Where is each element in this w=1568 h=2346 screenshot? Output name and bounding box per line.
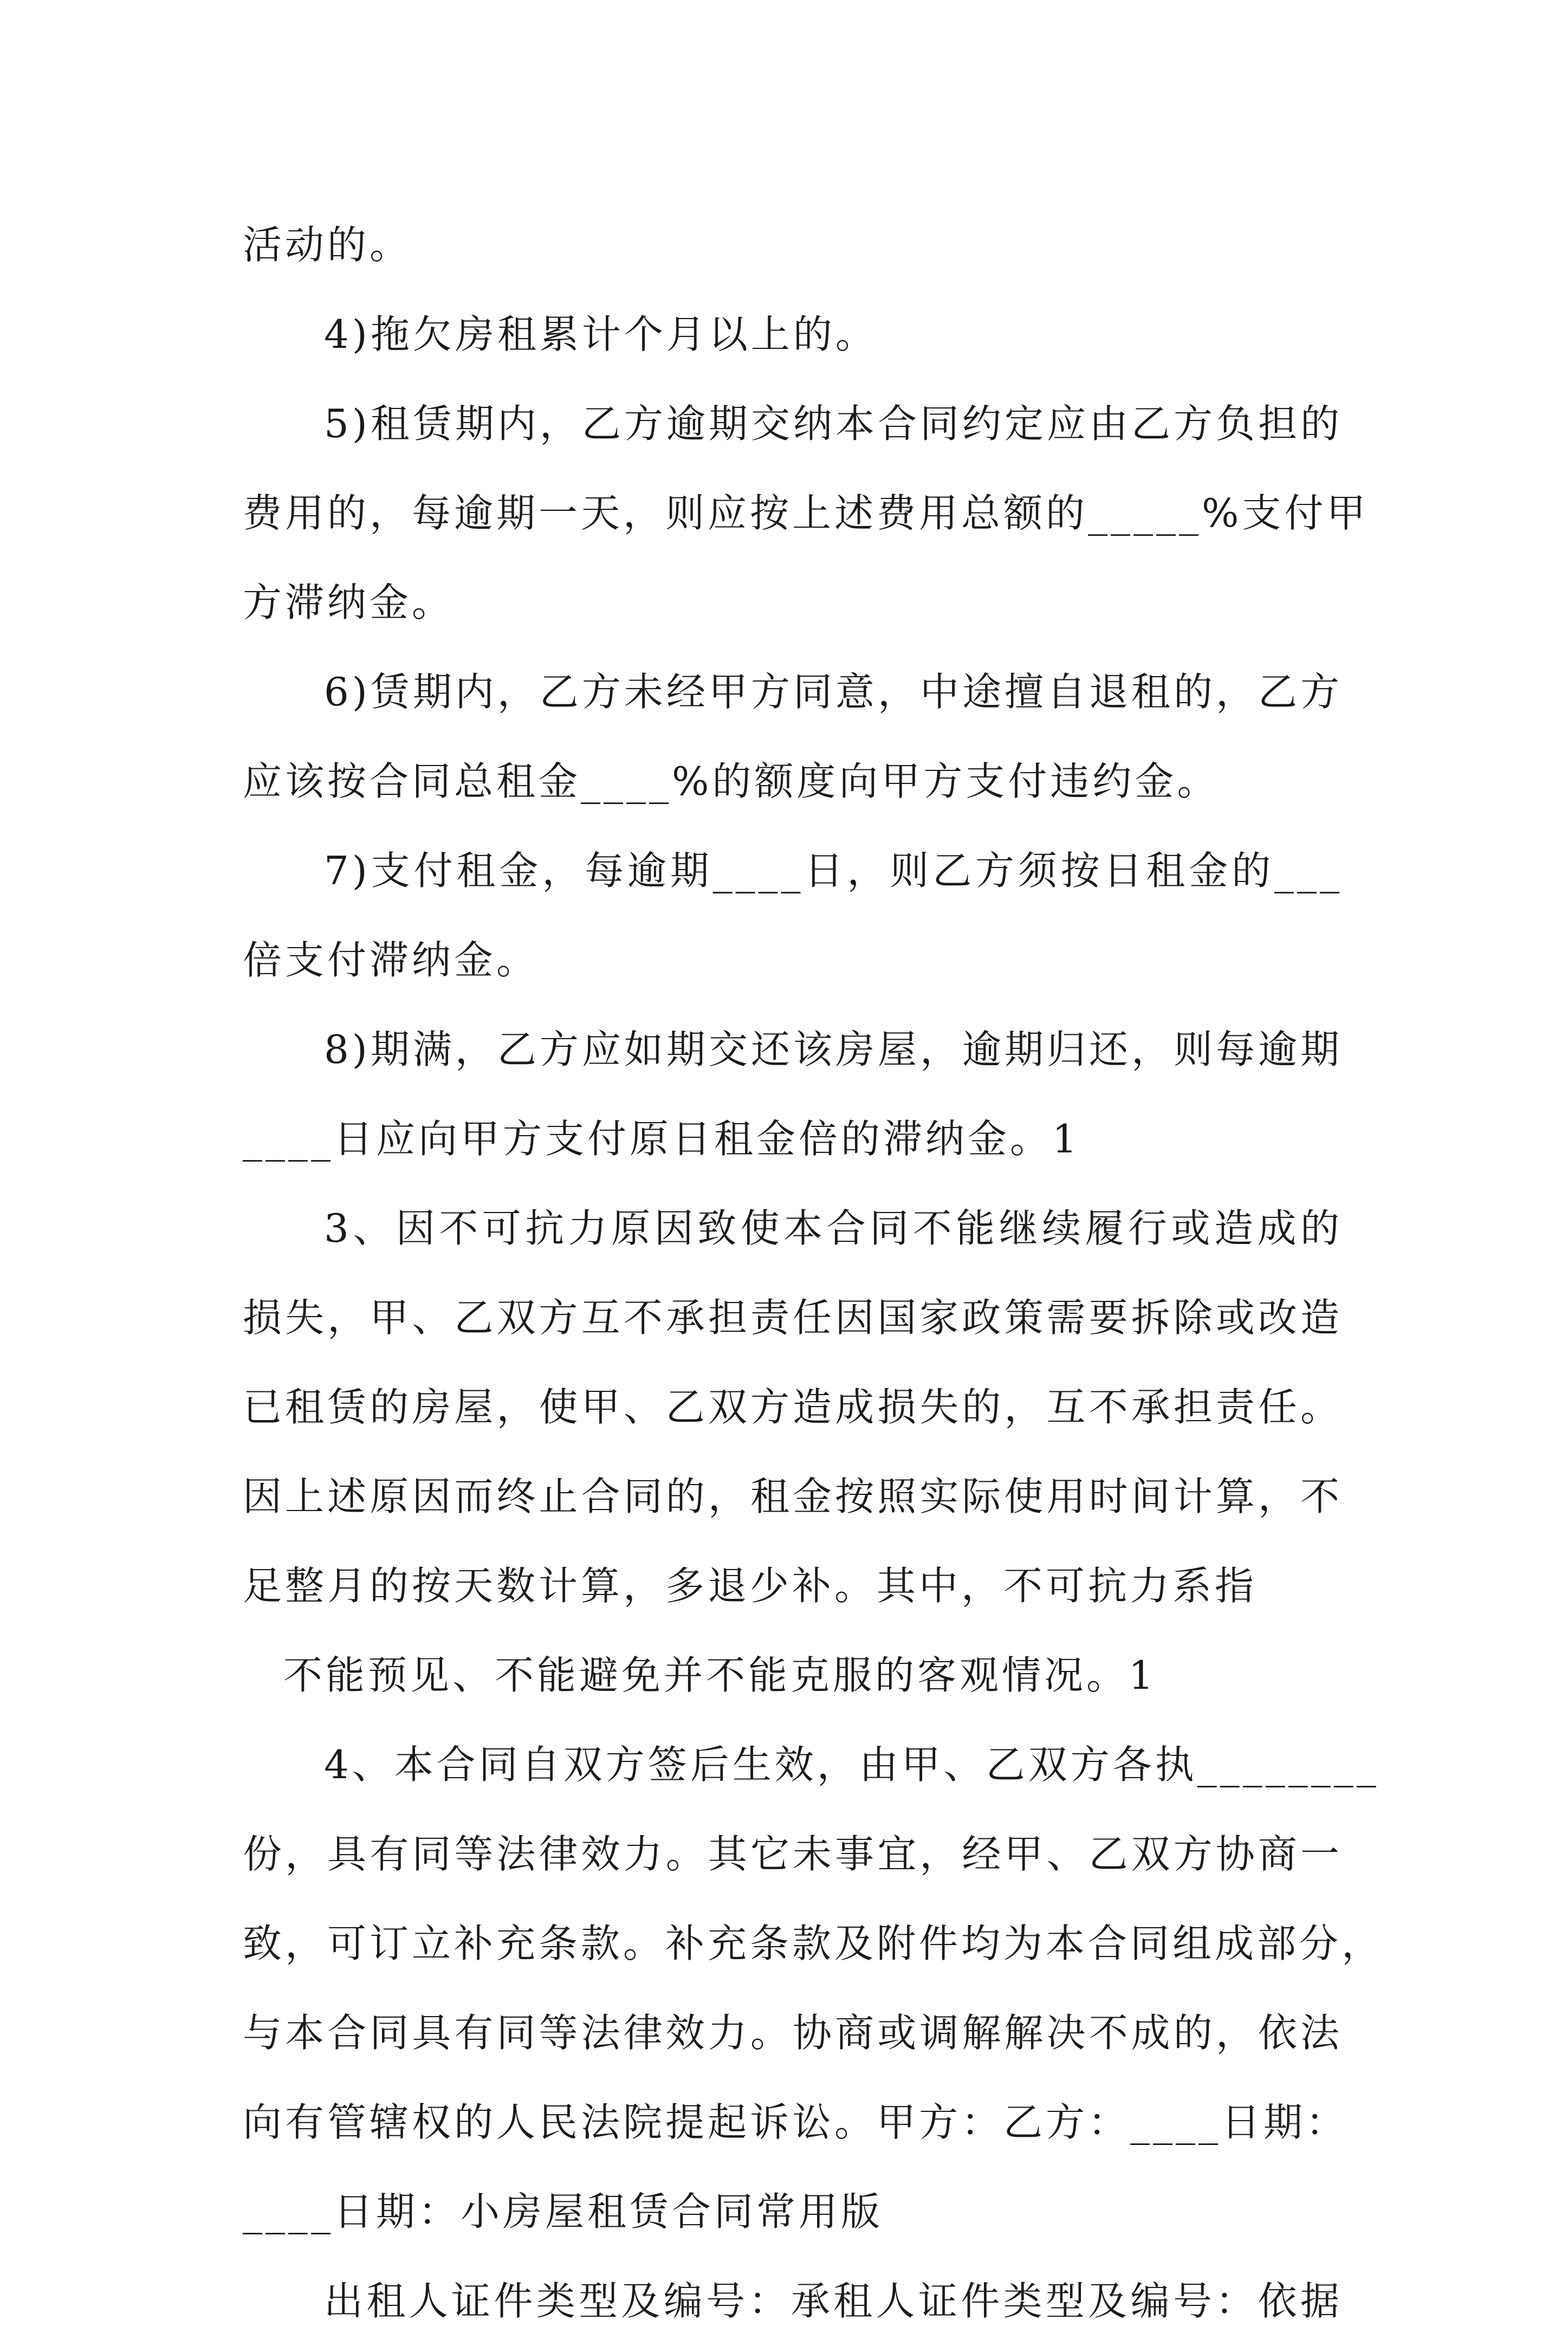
text-line: 出租人证件类型及编号：承租人证件类型及编号：依据 xyxy=(324,2278,1343,2324)
text-line: 向有管辖权的人民法院提起诉讼。甲方：乙方：____日期： xyxy=(243,2099,1349,2145)
text-line: ____日应向甲方支付原日租金倍的滞纳金。1 xyxy=(243,1116,1080,1162)
text-line: 4)拖欠房租累计个月以上的。 xyxy=(324,312,878,357)
text-line: 7)支付租金，每逾期____日，则乙方须按日租金的___ xyxy=(324,848,1343,893)
text-line: 活动的。 xyxy=(243,222,412,268)
text-line: 费用的，每逾期一天，则应按上述费用总额的_____%支付甲 xyxy=(243,490,1369,536)
text-line: 方滞纳金。 xyxy=(243,580,455,625)
text-line: 已租赁的房屋，使甲、乙双方造成损失的，互不承担责任。 xyxy=(243,1384,1343,1430)
text-line: 致，可订立补充条款。补充条款及附件均为本合同组成部分， xyxy=(243,1921,1384,1966)
text-line: 8)期满，乙方应如期交还该房屋，逾期归还，则每逾期 xyxy=(324,1027,1343,1072)
text-line: 份，具有同等法律效力。其它未事宜，经甲、乙双方协商一 xyxy=(243,1831,1343,1877)
text-line: 足整月的按天数计算，多退少补。其中，不可抗力系指 xyxy=(243,1563,1258,1609)
document-body xyxy=(243,200,1384,2346)
text-line: 因上述原因而终止合同的，租金按照实际使用时间计算，不 xyxy=(243,1474,1343,1519)
text-line: 6)赁期内，乙方未经甲方同意，中途擅自退租的，乙方 xyxy=(324,669,1343,715)
text-line: 与本合同具有同等法律效力。协商或调解解决不成的，依法 xyxy=(243,2010,1343,2056)
text-line: 损失，甲、乙双方互不承担责任因国家政策需要拆除或改造 xyxy=(243,1295,1343,1340)
text-line: 倍支付滞纳金。 xyxy=(243,937,539,983)
text-line: 5)租赁期内，乙方逾期交纳本合同约定应由乙方负担的 xyxy=(324,401,1343,446)
text-line: 3、因不可抗力原因致使本合同不能继续履行或造成的 xyxy=(324,1206,1343,1251)
text-line: ____日期：小房屋租赁合同常用版 xyxy=(243,2189,884,2234)
text-line: 4、本合同自双方签后生效，由甲、乙双方各执________ xyxy=(324,1742,1379,1787)
text-line: 不能预见、不能避免并不能克服的客观情况。1 xyxy=(283,1652,1157,1698)
text-line: 应该按合同总租金____%的额度向甲方支付违约金。 xyxy=(243,759,1220,804)
